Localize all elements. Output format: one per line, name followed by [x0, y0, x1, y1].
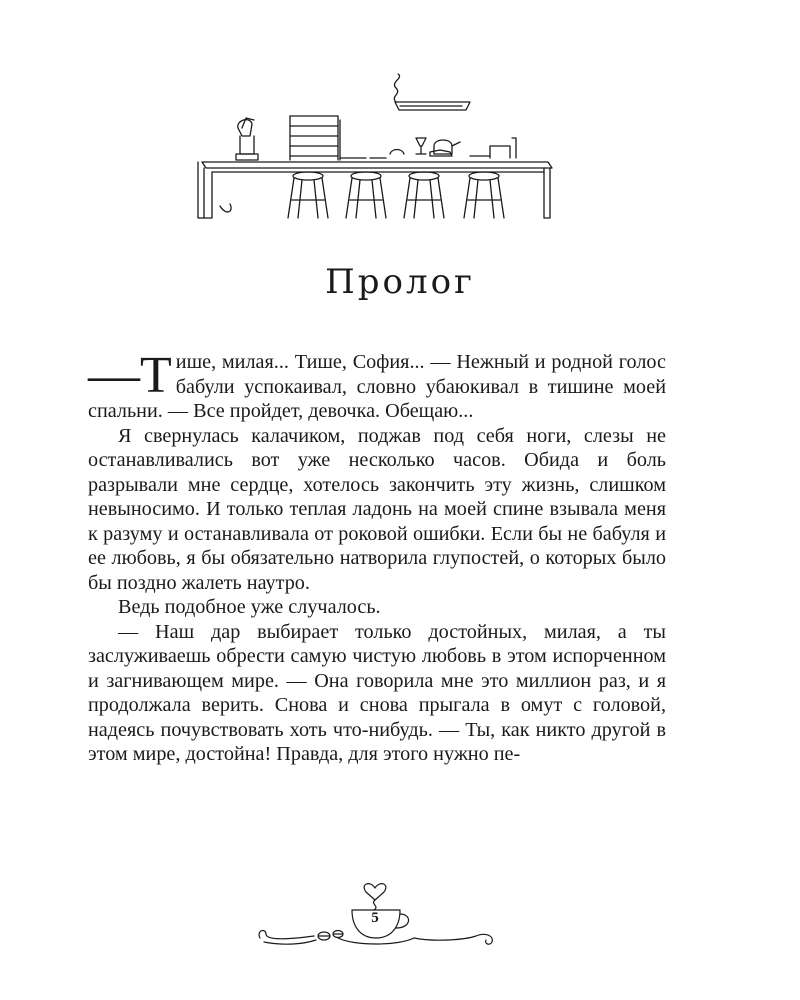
paragraph: — Наш дар выбирает только достойных, милая, а ты заслуживаешь обрести самую чистую любовь в этом испорченном и загнивающем мире. — Она говорила мне это миллион раз, и я продолжала верить. Снова и снова прыгала в омут с головой, надеясь почувствовать хоть что-нибудь. — Ты, как никто другой в этом мире, достойна! Правда, для этого нужно пе- — [88, 620, 666, 765]
paragraph: Ведь подобное уже случалось. — [118, 596, 381, 618]
paragraph-text: ише, милая... Тише, София... — Нежный и родной голос бабули успокаивал, словно убаюкивал в тишине моей спальни. — Все пройдет, девочка. Обещаю... — [88, 351, 666, 422]
paragraph: Я свернулась калачиком, поджав под себя ноги, слезы не останавливались вот уже несколько часов. Обида и боль разрывали мне сердце, хотелось закончить эту жизнь, слишком невыносимо. И только теплая ладонь на моей спине взывала меня к разуму и останавливала от роковой ошибки. Если бы не бабуля и ее любовь, я бы обязательно натворила глупостей, о которых было бы поздно жалеть наутро. — [88, 424, 666, 594]
chapter-body — [88, 347, 666, 767]
paragraph — [88, 347, 666, 424]
kitchen-counter-with-stools-drawing-icon — [190, 66, 562, 228]
drop-cap: —Т — [88, 347, 172, 404]
kitchen-illustration — [190, 66, 562, 228]
page-number: 5 — [371, 910, 379, 926]
chapter-title: Пролог — [325, 262, 475, 302]
